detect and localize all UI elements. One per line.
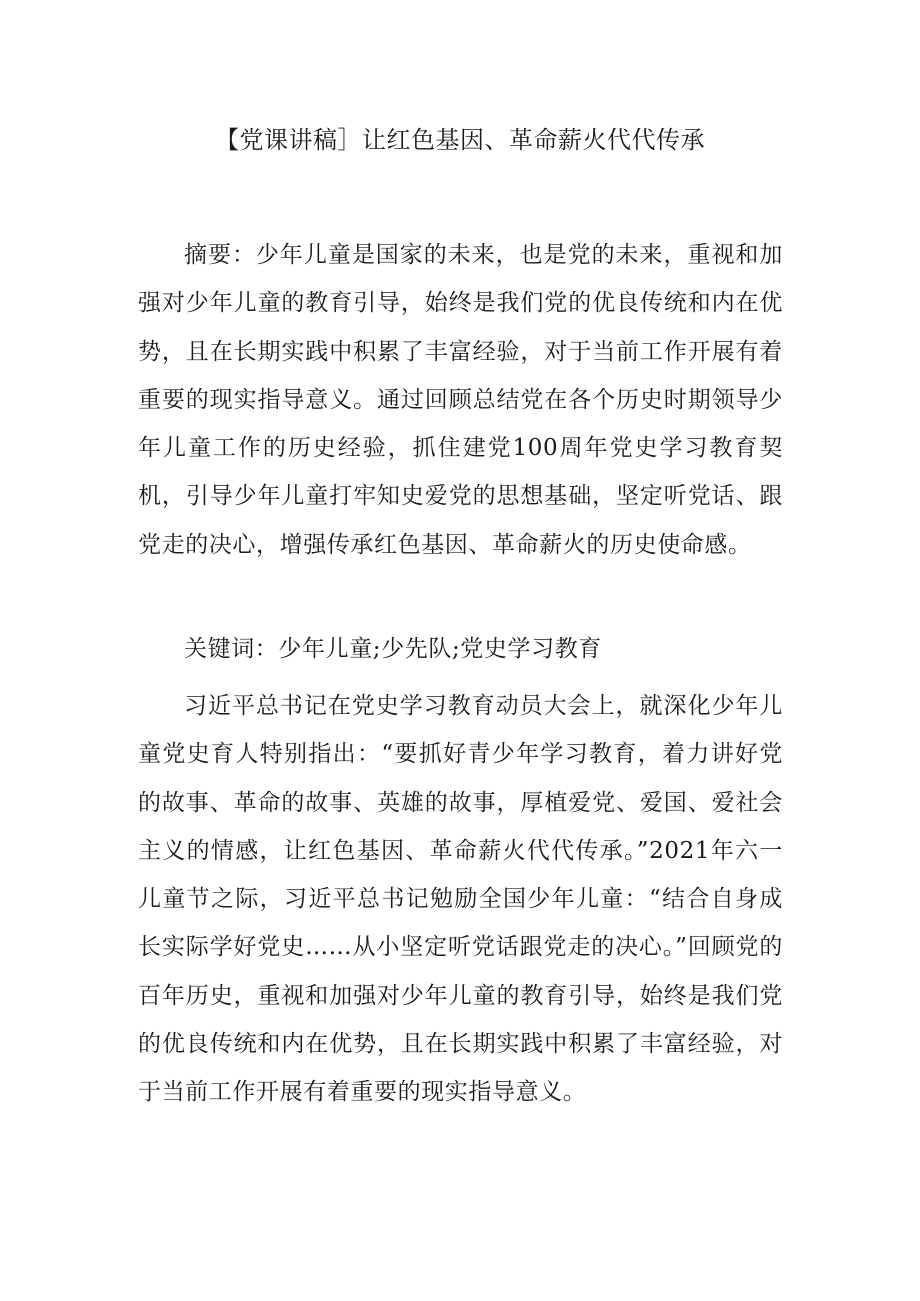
body-paragraph: 习近平总书记在党史学习教育动员大会上，就深化少年儿童党史育人特别指出：“要抓好青少年学习教育，着力讲好党的故事、革命的故事、英雄的故事，厚植爱党、爱国、爱社会主义的情感，让红色基因、革命薪火代代传承。”2021年六一儿童节之际，习近平总书记勉励全国少年儿童：“结合自身成长实际学好党史……从小坚定听党话跟党走的决心。”回顾党的百年历史，重视和加强对少年儿童的教育引导，始终是我们党的优良传统和内在优势，且在长期实践中积累了丰富经验，对于当前工作开展有着重要的现实指导意义。 — [138, 693, 783, 1106]
document-title: 【党课讲稿］让红色基因、革命薪火代代传承 — [215, 126, 705, 154]
keywords-paragraph: 关键词：少年儿童;少先队;党史学习教育 — [184, 636, 602, 662]
abstract-paragraph: 摘要：少年儿童是国家的未来，也是党的未来，重视和加强对少年儿童的教育引导，始终是我们党的优良传统和内在优势，且在长期实践中积累了丰富经验，对于当前工作开展有着重要的现实指导意义。通过回顾总结党在各个历史时期领导少年儿童工作的历史经验，抓住建党100周年党史学习教育契机，引导少年儿童打牢知史爱党的思想基础，坚定听党话、跟党走的决心，增强传承红色基因、革命薪火的历史使命感。 — [138, 242, 783, 558]
